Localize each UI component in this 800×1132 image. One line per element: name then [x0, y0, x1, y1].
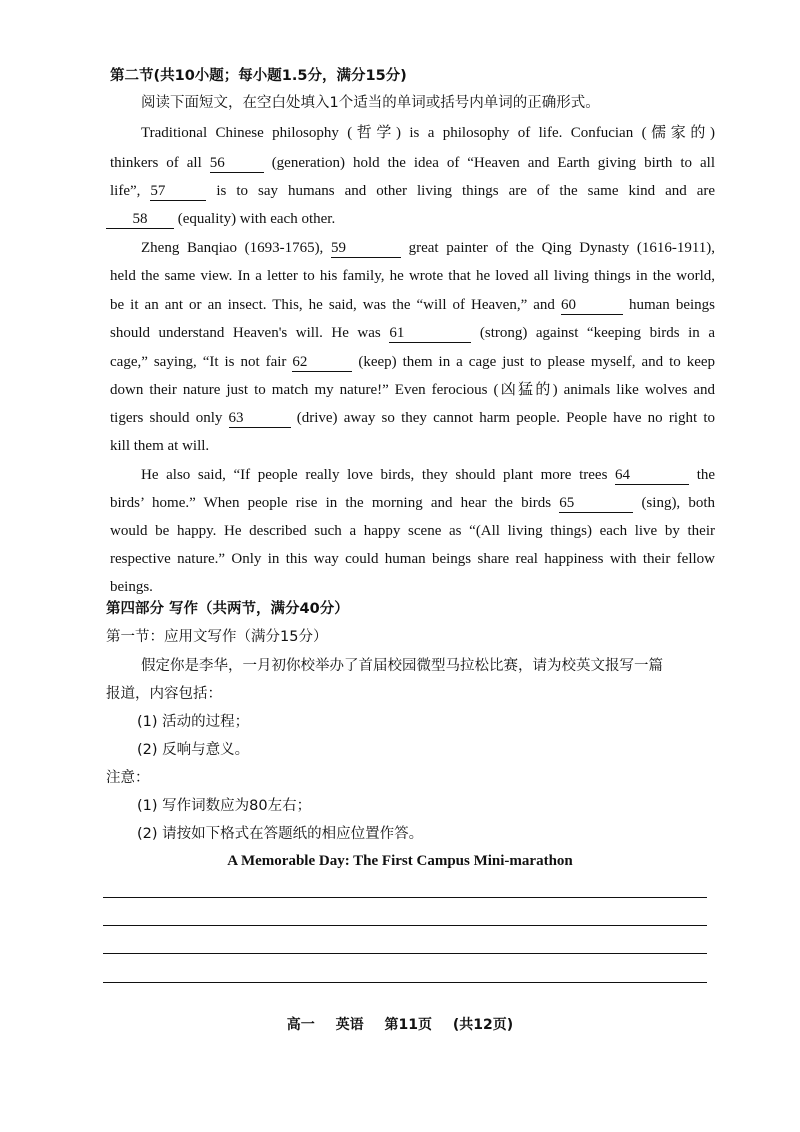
- blank-65[interactable]: 65: [559, 494, 633, 513]
- answer-line-3[interactable]: [103, 953, 707, 954]
- page-footer: [0, 1014, 800, 1034]
- passage-line-6: held the same view. In a letter to his family, he wrote that he loved all living things in the world,: [110, 268, 715, 284]
- passage-line-9: [110, 352, 715, 372]
- passage-line-15: would be happy. He described such a happy scene as “(All living things) each live by their: [110, 523, 715, 539]
- blank-64[interactable]: 64: [615, 466, 689, 485]
- note-label: 注意：: [106, 770, 150, 786]
- essay-title: A Memorable Day: The First Campus Mini-marathon: [227, 853, 573, 869]
- text: should understand Heaven's will. He was: [110, 325, 381, 341]
- note-item-1: (1) 写作词数应为80左右；: [137, 798, 312, 814]
- passage-line-13: [141, 465, 715, 485]
- blank-63[interactable]: 63: [229, 409, 291, 428]
- prompt-item-1: (1) 活动的过程；: [137, 714, 250, 730]
- footer-page: 第11页: [384, 1017, 433, 1033]
- section2-instruction: 阅读下面短文，在空白处填入1个适当的单词或括号内单词的正确形式。: [141, 95, 600, 111]
- note-item-2: (2) 请按如下格式在答题纸的相应位置作答。: [137, 826, 424, 842]
- writing-prompt-line-2: 报道，内容包括：: [106, 686, 222, 702]
- text: the: [696, 467, 716, 483]
- text: (drive) away so they cannot harm people. People have no right to: [296, 410, 716, 426]
- blank-57[interactable]: 57: [150, 182, 206, 201]
- passage-line-1: Traditional Chinese philosophy (哲学) is a philosophy of life. Confucian (儒家的): [141, 125, 715, 141]
- text: cage,” saying, “It is not fair: [110, 354, 287, 370]
- passage-line-16: respective nature.” Only in this way could human beings share real happiness with their fellow: [110, 551, 715, 567]
- passage-line-14: [110, 493, 715, 513]
- section2-header: 第二节(共10小题；每小题1.5分，满分15分): [110, 68, 407, 84]
- blank-58[interactable]: 58: [106, 210, 174, 229]
- passage-line-3: [110, 181, 715, 201]
- answer-line-4[interactable]: [103, 982, 707, 983]
- blank-56[interactable]: 56: [210, 154, 264, 173]
- text: birds’ home.” When people rise in the morning and hear the birds: [110, 495, 552, 511]
- text: (keep) them in a cage just to please myself, and to keep: [358, 354, 716, 370]
- text: Zheng Banqiao (1693-1765),: [141, 240, 324, 256]
- prompt-item-2: (2) 反响与意义。: [137, 742, 250, 758]
- passage-line-17: beings.: [110, 579, 153, 595]
- footer-grade: 高一: [286, 1017, 315, 1033]
- text: tigers should only: [110, 410, 223, 426]
- blank-62[interactable]: 62: [292, 353, 352, 372]
- passage-line-5: [141, 238, 715, 258]
- part4-section1: 第一节：应用文写作（满分15分）: [106, 629, 328, 645]
- passage-line-10: down their nature just to match my nature!” Even ferocious (凶猛的) animals like wolves and: [110, 382, 715, 398]
- text: (generation) hold the idea of “Heaven and Earth giving birth to all: [271, 155, 715, 171]
- blank-61[interactable]: 61: [389, 324, 471, 343]
- text: human beings: [628, 297, 715, 313]
- writing-prompt-line-1: 假定你是李华，一月初你校举办了首届校园微型马拉松比赛，请为校英文报写一篇: [141, 658, 663, 674]
- blank-60[interactable]: 60: [561, 296, 623, 315]
- text: is to say humans and other living things are of the same kind and are: [216, 183, 716, 199]
- passage-line-11: [110, 408, 715, 428]
- blank-59[interactable]: 59: [331, 239, 401, 258]
- answer-line-1[interactable]: [103, 897, 707, 898]
- passage-line-2: [110, 153, 715, 173]
- footer-subject: 英语: [335, 1017, 364, 1033]
- text: be it an ant or an insect. This, he said, was the “will of Heaven,” and: [110, 297, 555, 313]
- text: (strong) against “keeping birds in a: [479, 325, 715, 341]
- footer-total: (共12页): [452, 1017, 514, 1033]
- text: He also said, “If people really love birds, they should plant more trees: [141, 467, 608, 483]
- passage-line-4: [106, 209, 711, 229]
- answer-line-2[interactable]: [103, 925, 707, 926]
- part4-header: 第四部分 写作（共两节，满分40分）: [106, 601, 349, 617]
- text: (sing), both: [641, 495, 716, 511]
- text: thinkers of all: [110, 155, 202, 171]
- text: great painter of the Qing Dynasty (1616-1911),: [408, 240, 716, 256]
- passage-line-7: [110, 295, 715, 315]
- passage-line-12: kill them at will.: [110, 438, 210, 454]
- passage-line-8: [110, 323, 715, 343]
- text: (equality) with each other.: [177, 211, 336, 227]
- text: life”,: [110, 183, 141, 199]
